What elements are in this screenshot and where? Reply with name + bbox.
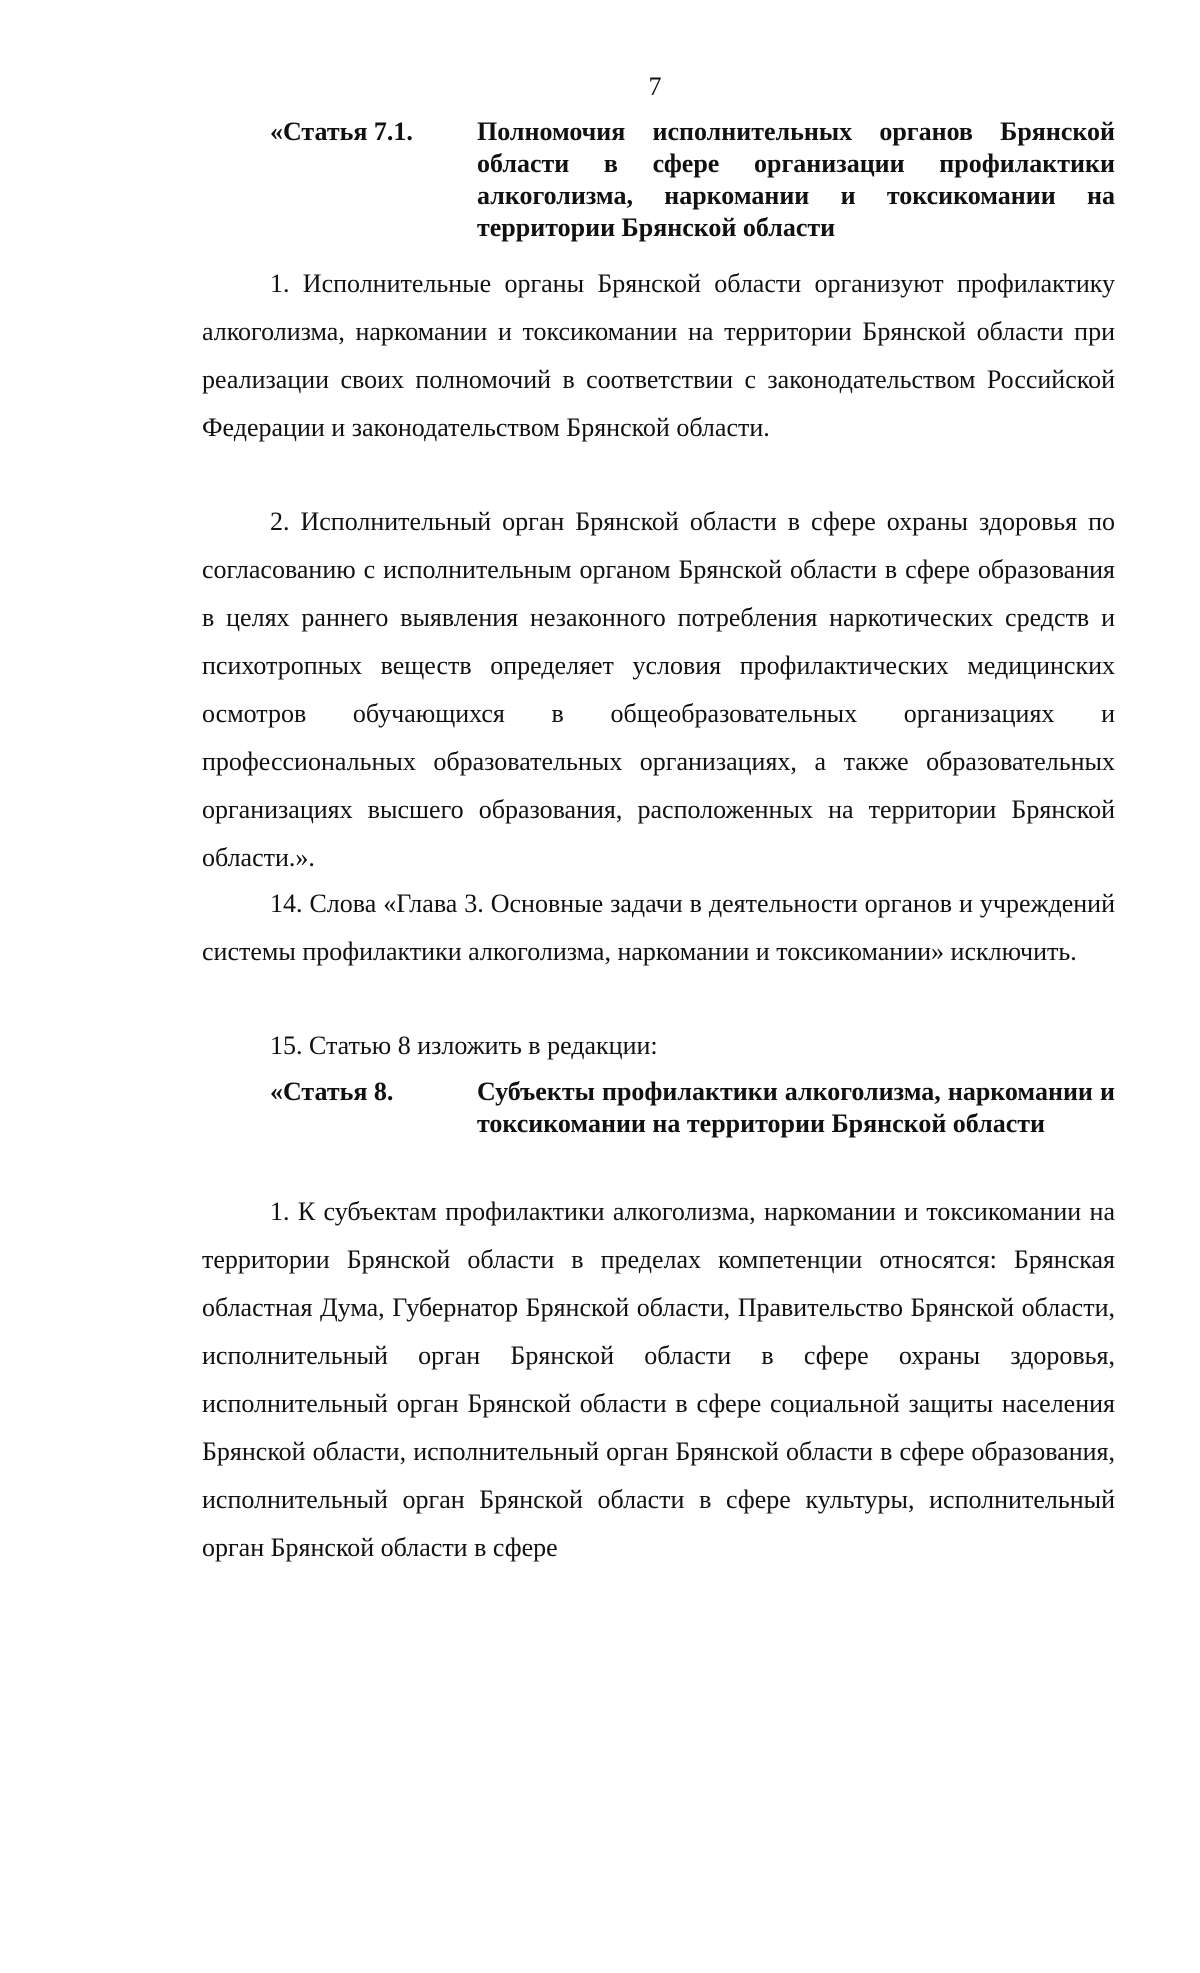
article-8-title: Субъекты профилактики алкоголизма, наркомании и токсикомании на территории Брянской области xyxy=(477,1077,1115,1138)
article-8-paragraph-1: 1. К субъектам профилактики алкоголизма, наркомании и токсикомании на территории Брянской области в пределах компетенции относятся: Брянская областная Дума, Губернатор Брянской области, Правительство Брянской области, исполнительный орган Брянской области в сфере охраны здоровья, исполнительный орган Брянской области в сфере социальной защиты населения Брянской области, исполнительный орган Брянской области в сфере образования, исполнительный орган Брянской области в сфере культуры, исполнительный орган Брянской области в сфере xyxy=(202,1197,1115,1562)
article-7-1-paragraph-1: 1. Исполнительные органы Брянской области организуют профилактику алкоголизма, наркомании и токсикомании на территории Брянской области при реализации своих полномочий в соответствии с законодательством Российской Федерации и законодательством Брянской области. xyxy=(202,269,1115,442)
item-14-paragraph: 14. Слова «Глава 3. Основные задачи в деятельности органов и учреждений системы профилактики алкоголизма, наркомании и токсикомании» исключить. xyxy=(202,889,1115,966)
article-7-1-title: Полномочия исполнительных органов Брянской области в сфере организации профилактики алкоголизма, наркомании и токсикомании на территории Брянской области xyxy=(477,117,1115,242)
article-7-1-paragraph-2: 2. Исполнительный орган Брянской области в сфере охраны здоровья по согласованию с исполнительным органом Брянской области в сфере образования в целях раннего выявления незаконного потребления наркотических средств и психотропных веществ определяет условия профилактических медицинских осмотров обучающихся в общеобразовательных организациях и профессиональных образовательных организациях, а также образовательных организациях высшего образования, расположенных на территории Брянской области.». xyxy=(202,507,1115,872)
item-15-paragraph: 15. Статью 8 изложить в редакции: xyxy=(270,1031,658,1060)
article-8-heading xyxy=(270,1076,1115,1140)
article-8-number: «Статья 8. xyxy=(270,1077,394,1106)
article-7-1-number: «Статья 7.1. xyxy=(270,117,413,146)
page-number: 7 xyxy=(648,72,662,101)
article-7-1-heading xyxy=(270,116,1115,244)
